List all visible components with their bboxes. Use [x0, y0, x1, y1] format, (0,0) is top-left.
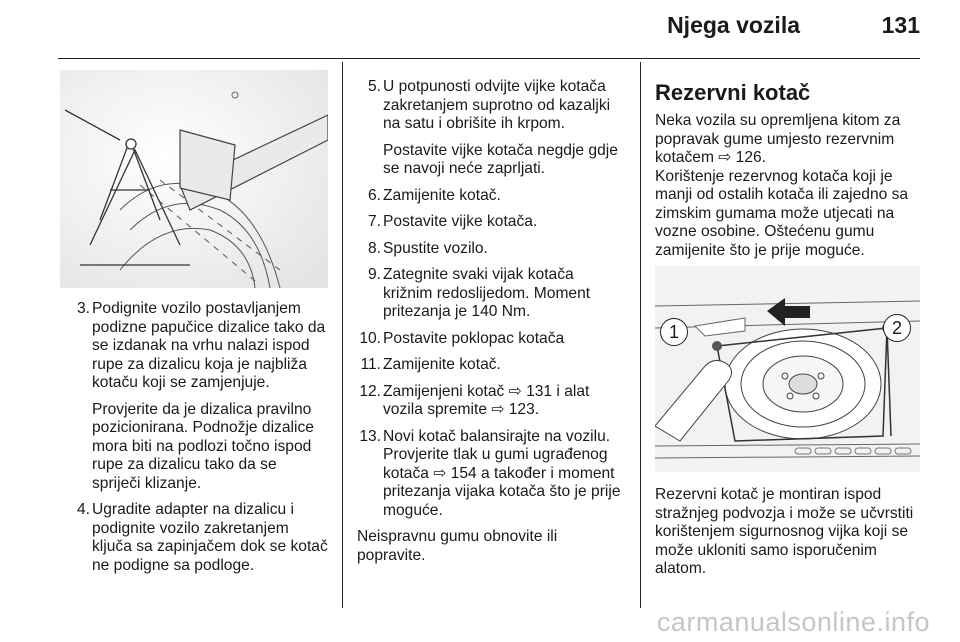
- callout-2: 2: [883, 314, 911, 342]
- step-5: 5. U potpunosti odvijte vijke kotača zakretanjem suprotno od kazaljki na satu i obrišite ih krpom. Postavite vijke kotača negdje gdje se navoji neće zaprljati.: [357, 78, 625, 179]
- spare-wheel-intro: Neka vozila su opremljena kitom za popravak gume umjesto rezervnim kotačem ⇨ 126.: [655, 112, 901, 166]
- jack-illustration: [60, 70, 328, 288]
- step-5-note: Postavite vijke kotača negdje gdje se navoji neće zaprljati.: [383, 141, 618, 177]
- step-13: 13. Novi kotač balansirajte na vozilu. Provjerite tlak u gumi ugrađenog kotača ⇨ 154 a također i moment pritezanja vijaka kotača što je prije moguće.: [357, 428, 625, 521]
- watermark: carmanualsonline.info: [656, 607, 930, 637]
- column-divider-left: [342, 62, 343, 608]
- step-8-text: Spustite vozilo.: [383, 239, 488, 257]
- step-4-text: Ugradite adapter na dizalicu i podignite vozilo zakretanjem ključa sa zapinjačem dok se kotač ne podigne sa podloge.: [92, 501, 328, 574]
- spare-wheel-illustration: [655, 266, 920, 472]
- column-divider-right: [640, 62, 641, 608]
- step-7: 7. Postavite vijke kotača.: [357, 213, 625, 232]
- step-9-text: Zategnite svaki vijak kotača križnim redoslijedom. Moment pritezanja je 140 Nm.: [383, 266, 591, 320]
- column-3-text: [655, 80, 923, 260]
- step-5-text: U potpunosti odvijte vijke kotača zakretanjem suprotno od kazaljki na satu i obrišite ih krpom.: [383, 78, 611, 132]
- step-4: 4. Ugradite adapter na dizalicu i podignite vozilo zakretanjem ključa sa zapinjačem dok se kotač ne podigne sa podloge.: [76, 501, 328, 574]
- step-8: 8. Spustite vozilo.: [357, 240, 625, 259]
- column-3-bottom-text: [655, 486, 923, 579]
- step-3-text: Podignite vozilo postavljanjem podizne papučice dizalice tako da se izdanak na vrhu nalazi ispod rupe za dizalicu koja je najbliža kotaču koji se zamjenjuje.: [92, 300, 326, 391]
- step-10-text: Postavite poklopac kotača: [383, 329, 565, 347]
- column-1-text: [66, 300, 328, 583]
- step-11: 11. Zamijenite kotač.: [357, 356, 625, 375]
- page-number: 131: [881, 12, 920, 38]
- step-12: 12. Zamijenjeni kotač ⇨ 131 i alat vozila spremite ⇨ 123.: [357, 383, 625, 420]
- step-3-note: Provjerite da je dizalica pravilno pozicionirana. Podnožje dizalice mora biti na podlozi točno ispod rupe za dizalicu tako da se spriječi klizanje.: [92, 400, 314, 492]
- header-divider: [58, 58, 920, 59]
- spare-wheel-mounting: Rezervni kotač je montiran ispod stražnjeg podvozja i može se učvrstiti korištenjem sigurnosnog vijka koji se može ukloniti samo isporučenim alatom.: [655, 486, 914, 577]
- column-2-text: [357, 78, 625, 565]
- step-6: 6. Zamijenite kotač.: [357, 187, 625, 206]
- callout-1: 1: [660, 318, 688, 346]
- section-title: Rezervni kotač: [655, 80, 811, 105]
- step-6-text: Zamijenite kotač.: [383, 186, 501, 204]
- step-9: 9. Zategnite svaki vijak kotača križnim redoslijedom. Moment pritezanja je 140 Nm.: [357, 266, 625, 322]
- step-13-text: Novi kotač balansirajte na vozilu. Provjerite tlak u gumi ugrađenog kotača ⇨ 154 a također i moment pritezanja vijaka kotača što je prije moguće.: [383, 427, 621, 519]
- page-header-title: Njega vozila: [667, 12, 800, 38]
- step-11-text: Zamijenite kotač.: [383, 356, 501, 373]
- step-7-text: Postavite vijke kotača.: [383, 213, 538, 230]
- spare-wheel-warning: Korištenje rezervnog kotača koji je manji od ostalih kotača ili zajedno sa zimskim gumama može utjecati na vozne osobine. Oštećenu gumu zamijenite što je prije moguće.: [655, 167, 909, 259]
- step-10: 10. Postavite poklopac kotača: [357, 330, 625, 349]
- closing-text: Neispravnu gumu obnovite ili popravite.: [357, 528, 558, 564]
- step-3: 3. Podignite vozilo postavljanjem podizne papučice dizalice tako da se izdanak na vrhu nalazi ispod rupe za dizalicu koja je najbliža kotaču koji se zamjenjuje. Provjerite da je dizalica pravilno pozicionirana. Podnožje dizalice mora biti na podlozi točno ispod rupe za dizalicu tako da se spriječi klizanje.: [66, 300, 328, 493]
- step-12-text: Zamijenjeni kotač ⇨ 131 i alat vozila spremite ⇨ 123.: [383, 382, 590, 418]
